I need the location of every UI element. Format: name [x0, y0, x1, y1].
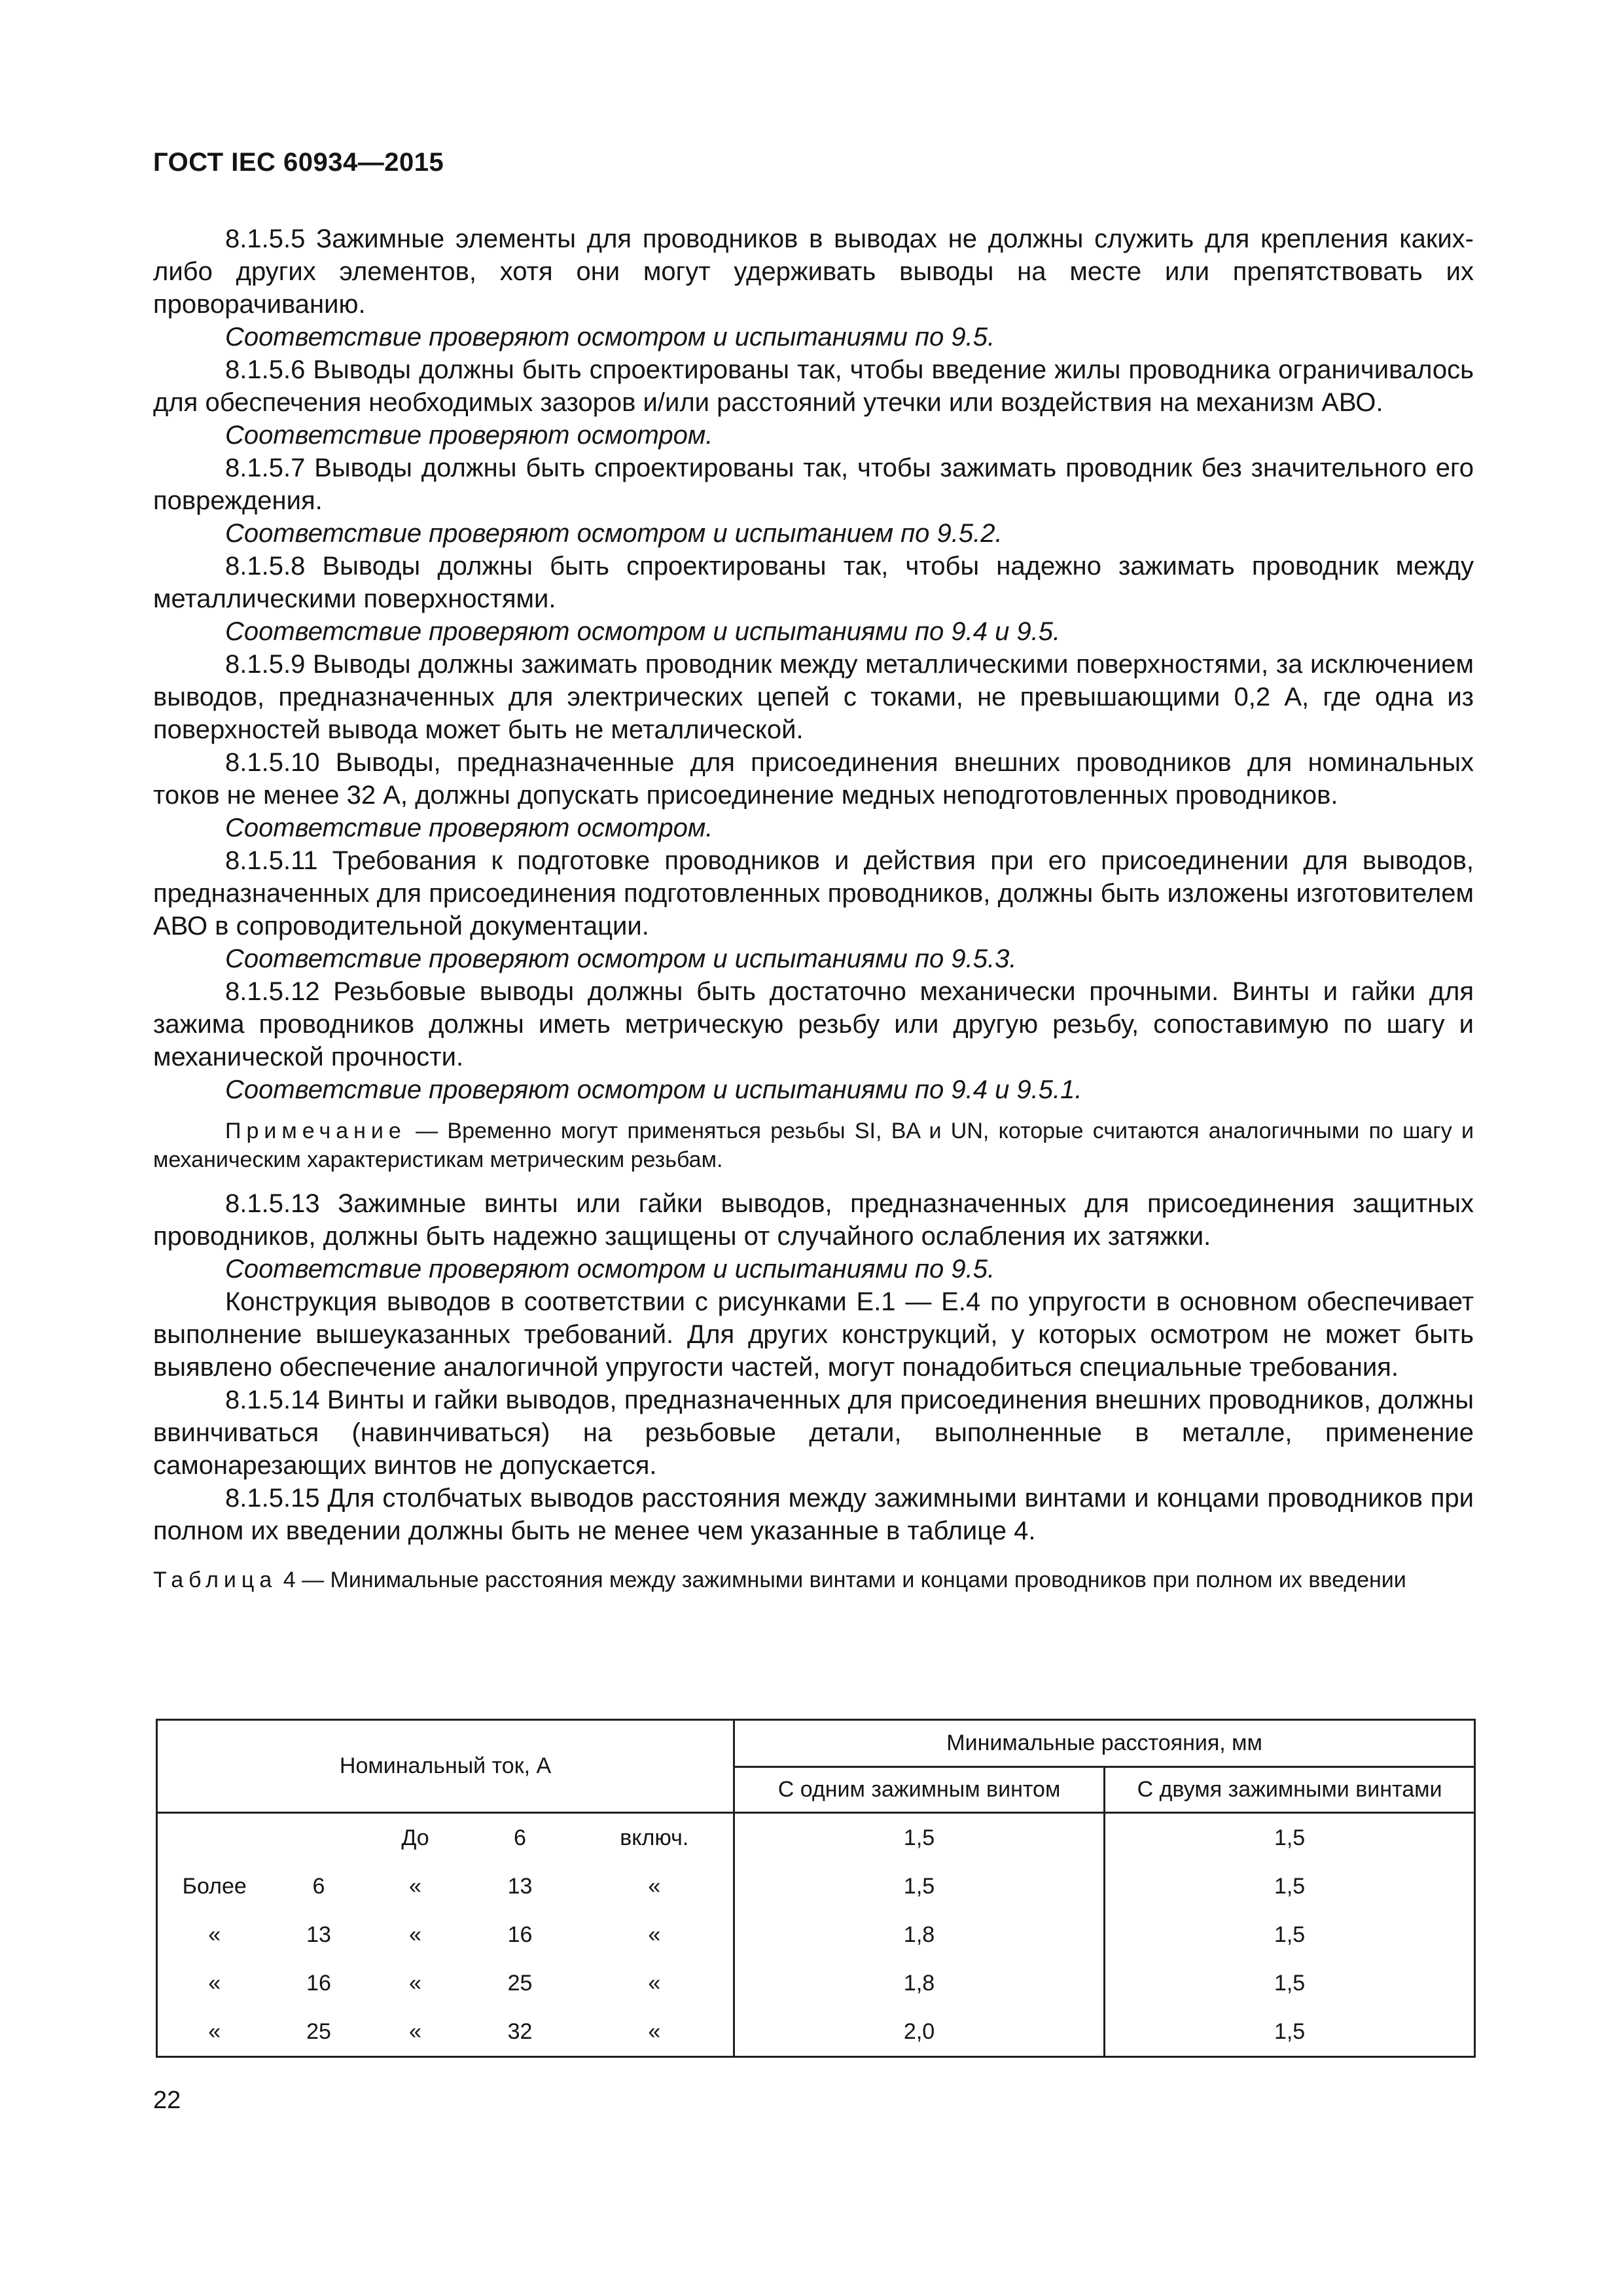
cell-to-word: «: [409, 1922, 421, 1947]
compliance-note: Соответствие проверяют осмотром и испытаниями по 9.5.3.: [225, 944, 1017, 973]
table-row: [157, 1959, 1475, 2007]
cell-two-screws: 1,5: [1105, 1910, 1475, 1959]
paragraph-8-1-5-5: 8.1.5.5 Зажимные элементы для проводников в выводах не должны служить для крепления каких-либо других элементов, хотя они могут удерживать выводы на месте или препятствовать их проворачиванию.: [153, 224, 1474, 319]
paragraph-8-1-5-11: 8.1.5.11 Требования к подготовке проводников и действия при его присоединении для выводов, предназначенных для присоединения подготовленных проводников, должны быть изложены изготовителем АВО в сопроводительной документации.: [153, 846, 1474, 941]
note-text: — Временно могут применяться резьбы SI, BA и UN, которые считаются аналогичными по шагу и механическим характеристикам метрическим резьбам.: [153, 1119, 1474, 1172]
compliance-note: Соответствие проверяют осмотром.: [225, 814, 713, 842]
table-row: [157, 2007, 1475, 2057]
cell-two-screws: 1,5: [1105, 1862, 1475, 1910]
cell-prefix: «: [157, 1910, 272, 1959]
table-caption: [153, 1566, 1474, 1594]
note: [153, 1117, 1474, 1174]
cell-two-screws: 1,5: [1105, 1813, 1475, 1863]
paragraph-8-1-5-15: 8.1.5.15 Для столбчатых выводов расстояния между зажимными винтами и концами проводников при полном их введении должны быть не менее чем указанные в таблице 4.: [153, 1484, 1474, 1545]
cell-two-screws: 1,5: [1105, 1959, 1475, 2007]
document-header: ГОСТ IEC 60934—2015: [153, 148, 444, 177]
cell-to-word: «: [409, 1970, 421, 1996]
cell-from: 13: [306, 1922, 331, 1947]
cell-from: 25: [272, 2007, 366, 2057]
cell-two-screws: 1,5: [1105, 2007, 1475, 2057]
cell-prefix: «: [157, 2007, 272, 2057]
cell-one-screw: 1,5: [734, 1862, 1105, 1910]
compliance-note: Соответствие проверяют осмотром и испытаниями по 9.4 и 9.5.: [225, 617, 1061, 646]
paragraph-8-1-5-7: 8.1.5.7 Выводы должны быть спроектированы так, чтобы зажимать проводник без значительного его повреждения.: [153, 454, 1474, 515]
cell-suffix: «: [576, 1959, 734, 2007]
cell-prefix: Более: [157, 1862, 272, 1910]
header-rated-current: Номинальный ток, А: [157, 1720, 734, 1813]
table-caption-text: 4 — Минимальные расстояния между зажимными винтами и концами проводников при полном их введении: [277, 1568, 1406, 1592]
paragraph-8-1-5-8: 8.1.5.8 Выводы должны быть спроектированы так, чтобы надежно зажимать проводник между металлическими поверхностями.: [153, 552, 1474, 613]
paragraph-8-1-5-14: 8.1.5.14 Винты и гайки выводов, предназначенных для присоединения внешних проводников, должны ввинчиваться (навинчиваться) на резьбовые детали, выполненные в металле, применение самонарезающих винтов не допускается.: [153, 1386, 1474, 1480]
cell-from: 6: [312, 1873, 325, 1899]
cell-one-screw: 2,0: [734, 2007, 1105, 2057]
cell-from: 16: [306, 1970, 331, 1996]
table-row: [157, 1910, 1475, 1959]
compliance-note: Соответствие проверяют осмотром и испытаниями по 9.4 и 9.5.1.: [225, 1075, 1082, 1104]
paragraph-construction: Конструкция выводов в соответствии с рисунками Е.1 — Е.4 по упругости в основном обеспечивает выполнение вышеуказанных требований. Для других конструкций, у которых осмотром не может быть выявлено обеспечение аналогичной упругости частей, могут понадобиться специальные требования.: [153, 1287, 1474, 1382]
table-row: [157, 1862, 1475, 1910]
header-min-distances: Минимальные расстояния, мм: [734, 1720, 1475, 1767]
cell-to-word: До: [366, 1813, 465, 1863]
cell-from: [272, 1813, 366, 1863]
body-text: [153, 223, 1474, 1594]
cell-to-word: «: [366, 2007, 465, 2057]
compliance-note: Соответствие проверяют осмотром.: [225, 421, 713, 450]
cell-suffix: «: [576, 1910, 734, 1959]
table-row: [157, 1813, 1475, 1863]
cell-suffix: «: [576, 1862, 734, 1910]
header-one-screw: С одним зажимным винтом: [734, 1767, 1105, 1813]
paragraph-8-1-5-6: 8.1.5.6 Выводы должны быть спроектированы так, чтобы введение жилы проводника ограничивалось для обеспечения необходимых зазоров и/или расстояний утечки или воздействия на механизм АВО.: [153, 355, 1474, 417]
header-two-screws: С двумя зажимными винтами: [1105, 1767, 1475, 1813]
cell-one-screw: 1,5: [734, 1813, 1105, 1863]
cell-to: 16: [507, 1922, 533, 1947]
table-4: [156, 1719, 1476, 2058]
cell-prefix: «: [157, 1959, 272, 2007]
cell-to-word: «: [409, 1873, 421, 1899]
paragraph-8-1-5-10: 8.1.5.10 Выводы, предназначенные для присоединения внешних проводников для номинальных токов не менее 32 А, должны допускать присоединение медных неподготовленных проводников.: [153, 748, 1474, 810]
cell-to: 25: [507, 1970, 533, 1996]
cell-one-screw: 1,8: [734, 1959, 1105, 2007]
note-label: Примечание: [225, 1119, 406, 1143]
cell-to: 13: [507, 1873, 533, 1899]
compliance-note: Соответствие проверяют осмотром и испытаниями по 9.5.: [225, 323, 995, 351]
paragraph-8-1-5-13: 8.1.5.13 Зажимные винты или гайки выводов, предназначенных для присоединения защитных проводников, должны быть надежно защищены от случайного ослабления их затяжки.: [153, 1189, 1474, 1251]
compliance-note: Соответствие проверяют осмотром и испытанием по 9.5.2.: [225, 519, 1003, 548]
cell-to: 32: [465, 2007, 576, 2057]
cell-one-screw: 1,8: [734, 1910, 1105, 1959]
cell-prefix: [157, 1813, 272, 1863]
paragraph-8-1-5-12: 8.1.5.12 Резьбовые выводы должны быть достаточно механически прочными. Винты и гайки для зажима проводников должны иметь метрическую резьбу или другую резьбу, сопоставимую по шагу и механической прочности.: [153, 977, 1474, 1071]
page-number: 22: [153, 2087, 181, 2114]
table-caption-label: Таблица: [153, 1568, 277, 1592]
paragraph-8-1-5-9: 8.1.5.9 Выводы должны зажимать проводник между металлическими поверхностями, за исключением выводов, предназначенных для электрических цепей с токами, не превышающими 0,2 А, где одна из поверхностей вывода может быть не металлической.: [153, 650, 1474, 744]
compliance-note: Соответствие проверяют осмотром и испытаниями по 9.5.: [225, 1255, 995, 1283]
cell-to: 6: [465, 1813, 576, 1863]
cell-suffix: включ.: [576, 1813, 734, 1863]
cell-suffix: «: [576, 2007, 734, 2057]
